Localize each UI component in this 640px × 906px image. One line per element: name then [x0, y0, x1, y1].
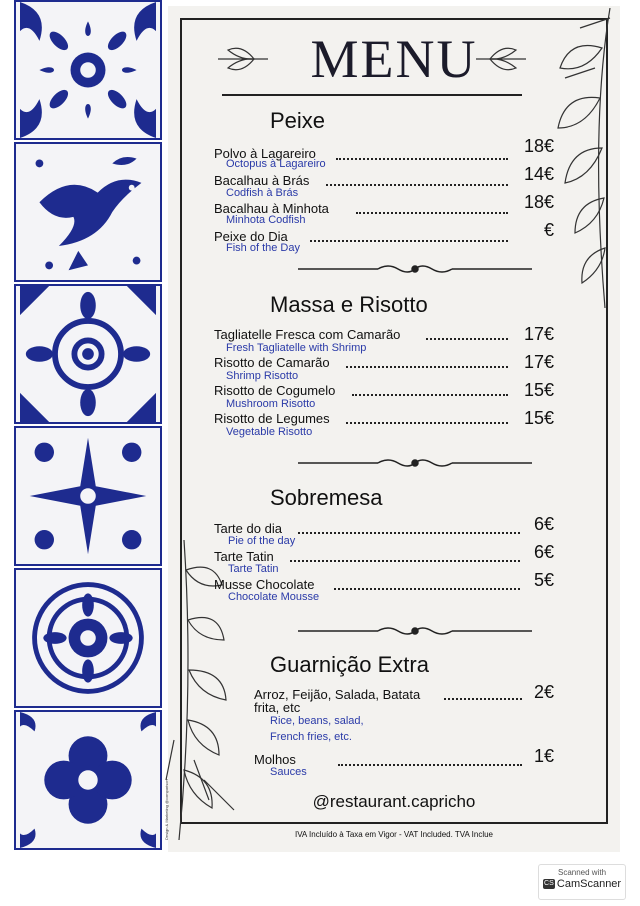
menu-item-translation: Shrimp Risotto — [226, 370, 299, 382]
menu-item-name: Tarte Tatin — [214, 549, 274, 564]
tile-flower-pattern — [14, 0, 162, 140]
menu-item-name: Risotto de Legumes — [214, 411, 330, 426]
tile-petal-pattern — [14, 710, 162, 850]
dot-leader — [338, 764, 522, 766]
tile-medallion-pattern — [14, 568, 162, 708]
menu-item-name: Bacalhau à Brás — [214, 173, 310, 188]
menu-item-price: 17€ — [523, 324, 554, 344]
menu-item-price: € — [543, 220, 554, 240]
dot-leader — [336, 158, 508, 160]
section-title-peixe: Peixe — [270, 108, 326, 133]
menu-item-price: 15€ — [523, 380, 554, 400]
azulejo-tile-strip — [14, 0, 162, 850]
ornamental-divider — [298, 625, 532, 637]
tile-bird-pattern — [14, 142, 162, 282]
menu-item-translation: Mushroom Risotto — [226, 398, 316, 410]
design-credit: Design & Marketing @comparison — [164, 779, 169, 840]
ornamental-divider — [298, 263, 532, 275]
menu-item-price: 18€ — [523, 136, 554, 156]
dot-leader — [298, 532, 520, 534]
menu-item-price: 5€ — [533, 570, 554, 590]
instagram-handle: @restaurant.capricho — [312, 792, 476, 811]
menu-item-price: 17€ — [523, 352, 554, 372]
menu-item-name-line1: Arroz, Feijão, Salada, Batata — [254, 687, 421, 702]
camscanner-watermark — [538, 864, 626, 900]
menu-item-name: Peixe do Dia — [214, 229, 288, 244]
dot-leader — [352, 394, 508, 396]
menu-item-translation: Minhota Codfish — [226, 214, 306, 226]
menu-item-price: 1€ — [533, 746, 554, 766]
menu-item-price: 6€ — [533, 542, 554, 562]
title-leaf-ornament-right — [474, 42, 530, 76]
dot-leader — [310, 240, 508, 242]
menu-item-name: Risotto de Cogumelo — [214, 383, 336, 398]
menu-item-name: Bacalhau à Minhota — [214, 201, 329, 216]
menu-item-translation: Chocolate Mousse — [228, 591, 320, 603]
dot-leader — [346, 422, 508, 424]
menu-item-translation: Pie of the day — [228, 535, 296, 547]
menu-item-price: 18€ — [523, 192, 554, 212]
menu-item-translation: Codfish à Brás — [226, 187, 299, 199]
menu-item-translation: Fresh Tagliatelle with Shrimp — [226, 342, 367, 354]
tile-star-pattern — [14, 426, 162, 566]
menu-item-name: Polvo à Lagareiro — [214, 146, 316, 161]
menu-item-translation-line1: Rice, beans, salad, — [270, 715, 364, 727]
tile-rosette-pattern — [14, 284, 162, 424]
menu-item-price: 2€ — [533, 682, 554, 702]
menu-item-translation: Vegetable Risotto — [226, 426, 313, 438]
dot-leader — [426, 338, 508, 340]
menu-item-translation-line2: French fries, etc. — [270, 731, 352, 743]
menu-item-price: 15€ — [523, 408, 554, 428]
dot-leader — [444, 698, 522, 700]
watermark-caption: Scanned with — [557, 868, 607, 877]
menu-item-price: 14€ — [523, 164, 554, 184]
menu-item-name: Musse Chocolate — [214, 577, 315, 592]
menu-item-name: Tarte do dia — [214, 521, 282, 536]
menu-item-translation: Sauces — [270, 766, 307, 778]
menu-item-name: Molhos — [254, 752, 296, 767]
section-title-sobremesa: Sobremesa — [270, 485, 383, 510]
menu-title: MENU — [310, 29, 478, 89]
watermark-brand — [539, 878, 625, 890]
camscanner-logo-icon: CS — [544, 880, 554, 888]
ornamental-divider — [298, 457, 532, 469]
menu-item-name: Risotto de Camarão — [214, 355, 330, 370]
dot-leader — [326, 184, 508, 186]
dot-leader — [346, 366, 508, 368]
dot-leader — [290, 560, 520, 562]
title-underline — [222, 94, 522, 96]
section-title-massa-e-risotto: Massa e Risotto — [270, 292, 428, 317]
menu-item-translation: Tarte Tatin — [228, 563, 279, 575]
menu-item-name-line2: frita, etc — [254, 700, 301, 715]
dot-leader — [334, 588, 520, 590]
vat-footnote: IVA Incluído à Taxa em Vigor - VAT Included. TVA Inclue — [294, 830, 494, 839]
menu-item-price: 6€ — [533, 514, 554, 534]
menu-item-translation: Fish of the Day — [226, 242, 300, 254]
menu-item-translation: Octopus à Lagareiro — [226, 158, 326, 170]
menu-item-name: Tagliatelle Fresca com Camarão — [214, 327, 401, 342]
dot-leader — [356, 212, 508, 214]
section-title-guarnicao-extra: Guarnição Extra — [270, 652, 429, 677]
watermark-brand-name: CamScanner — [556, 878, 622, 890]
